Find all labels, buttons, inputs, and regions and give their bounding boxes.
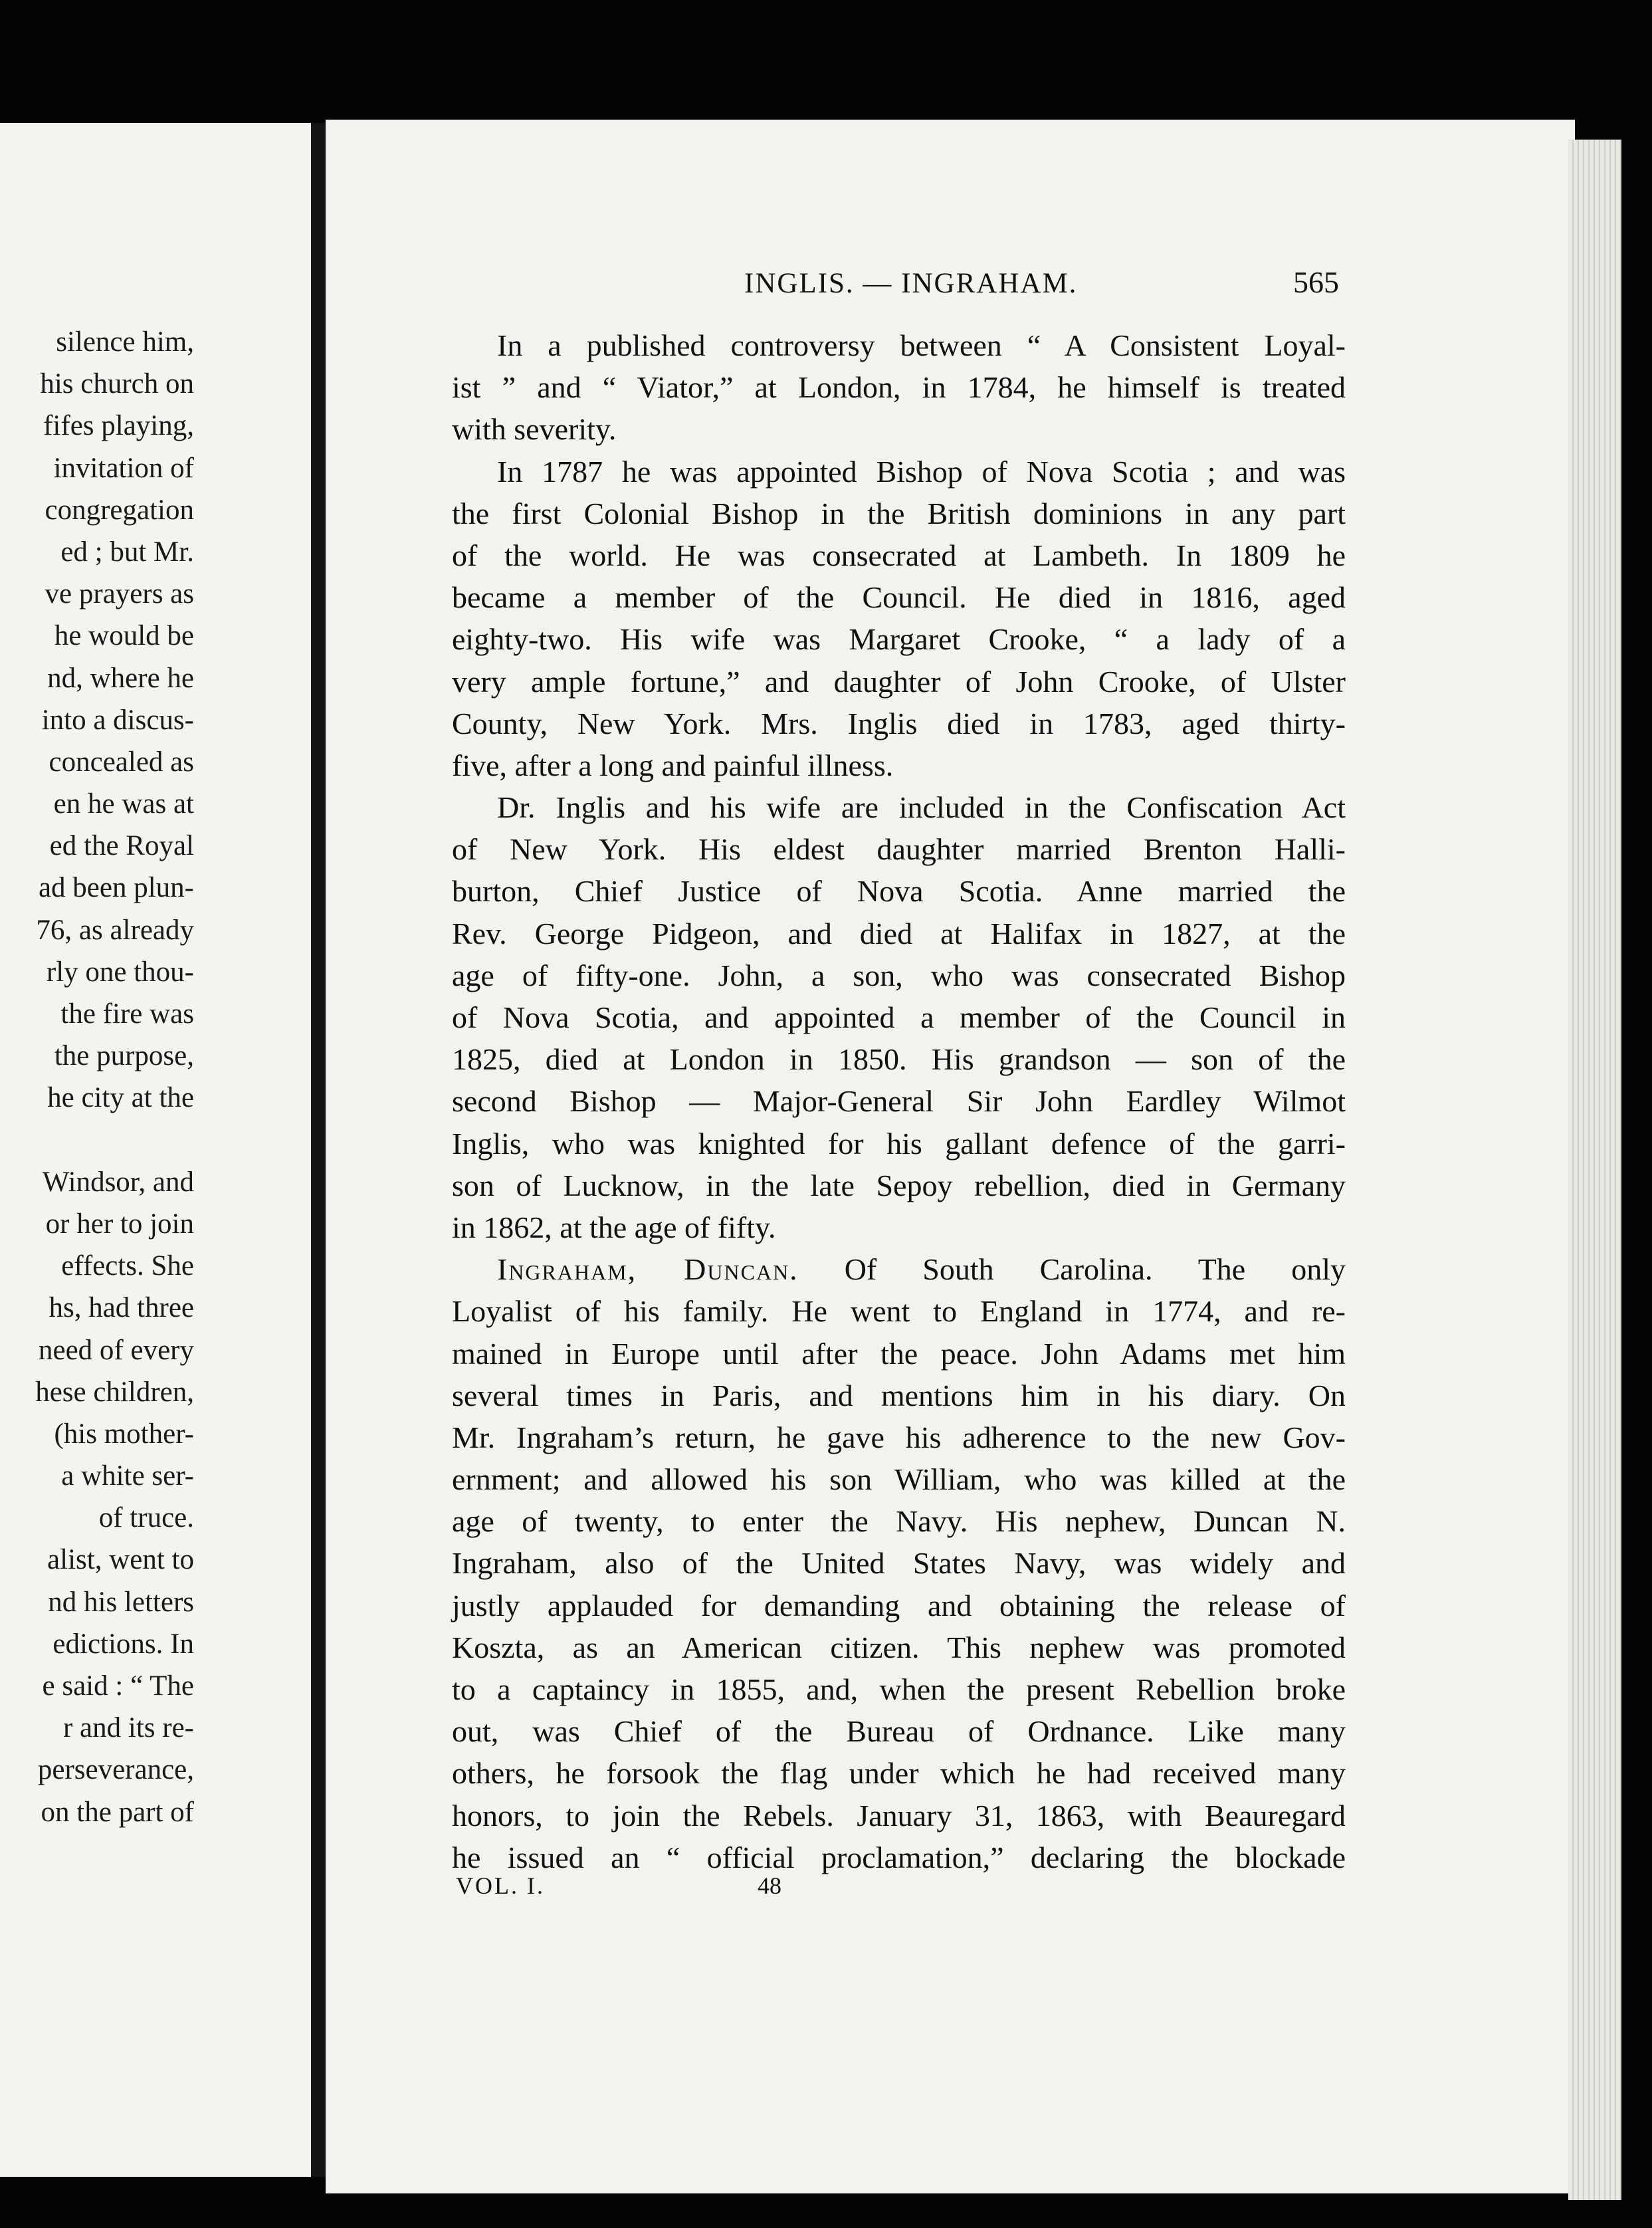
- left-line: 76, as already: [36, 914, 194, 946]
- left-line: en he was at: [53, 788, 194, 820]
- left-page-text: [0, 321, 194, 1833]
- left-line: perseverance,: [37, 1754, 194, 1786]
- text-line: Inglis, who was knighted for his gallant defence of the garri-: [452, 1126, 1346, 1161]
- left-line: the fire was: [60, 998, 194, 1030]
- text-line: age of twenty, to enter the Navy. His nephew, Duncan N.: [452, 1504, 1346, 1539]
- text-line: justly applauded for demanding and obtaining the release of: [452, 1588, 1346, 1622]
- text-line: the first Colonial Bishop in the British dominions in any part: [452, 496, 1346, 530]
- left-line: or her to join: [45, 1208, 194, 1240]
- text-line: ernment; and allowed his son William, who was killed at the: [452, 1462, 1346, 1497]
- page-edges: [1568, 140, 1621, 2200]
- text-line: burton, Chief Justice of Nova Scotia. Anne married the: [452, 874, 1346, 909]
- left-page: [0, 123, 311, 2177]
- left-line: the purpose,: [54, 1040, 194, 1072]
- text-line: In a published controversy between “ A Consistent Loyal-: [497, 328, 1346, 362]
- left-line: e said : “ The: [42, 1670, 194, 1702]
- left-line: ed ; but Mr.: [60, 536, 194, 568]
- left-line: on the part of: [41, 1796, 194, 1828]
- text-line: 1825, died at London in 1850. His grandson — son of the: [452, 1042, 1346, 1077]
- left-line: ve prayers as: [45, 578, 194, 610]
- left-line: ed the Royal: [49, 830, 194, 862]
- text-line: Loyalist of his family. He went to England in 1774, and re-: [452, 1294, 1346, 1329]
- text-line: second Bishop — Major-General Sir John Eardley Wilmot: [452, 1084, 1346, 1119]
- text-line: he issued an “ official proclamation,” declaring the blockade: [452, 1840, 1346, 1874]
- left-line: effects. She: [61, 1250, 194, 1282]
- text-line: several times in Paris, and mentions him in his diary. On: [452, 1378, 1346, 1412]
- entry-heading-rest: Of South Carolina. The only: [844, 1252, 1346, 1287]
- left-line: hs, had three: [49, 1292, 194, 1324]
- text-line: five, after a long and painful illness.: [452, 748, 894, 782]
- text-line: In 1787 he was appointed Bishop of Nova Scotia ; and was: [497, 454, 1346, 489]
- text-line: became a member of the Council. He died in 1816, aged: [452, 580, 1346, 615]
- left-line-blank: [0, 1119, 194, 1161]
- text-line: Dr. Inglis and his wife are included in the Confiscation Act: [497, 790, 1346, 825]
- text-line: in 1862, at the age of fifty.: [452, 1210, 776, 1244]
- left-line: his church on: [40, 368, 194, 400]
- left-line: Windsor, and: [42, 1166, 194, 1198]
- signature-mark: VOL. I.: [456, 1872, 545, 1899]
- left-line: fifes playing,: [43, 410, 194, 442]
- body-text: [452, 324, 1346, 1878]
- left-line: of truce.: [98, 1502, 194, 1534]
- left-line: into a discus-: [41, 704, 194, 736]
- text-line: eighty-two. His wife was Margaret Crooke, “ a lady of a: [452, 622, 1346, 657]
- left-line: ad been plun-: [38, 872, 194, 904]
- text-line: ist ” and “ Viator,” at London, in 1784, he himself is treated: [452, 370, 1346, 405]
- text-line: very ample fortune,” and daughter of John Crooke, of Ulster: [452, 664, 1346, 699]
- left-line: rly one thou-: [46, 956, 194, 988]
- text-line: with severity.: [452, 412, 617, 447]
- page-number: 565: [1293, 265, 1339, 299]
- text-line: County, New York. Mrs. Inglis died in 1783, aged thirty-: [452, 706, 1346, 740]
- left-line: hese children,: [35, 1376, 194, 1408]
- left-line: r and its re-: [62, 1712, 194, 1744]
- text-line: Mr. Ingraham’s return, he gave his adherence to the new Gov-: [452, 1420, 1346, 1454]
- text-line: honors, to join the Rebels. January 31, 1863, with Beauregard: [452, 1798, 1346, 1833]
- left-line: need of every: [39, 1334, 194, 1366]
- text-line: son of Lucknow, in the late Sepoy rebellion, died in Germany: [452, 1168, 1346, 1202]
- entry-heading-line: [452, 1248, 1346, 1290]
- text-line: of the world. He was consecrated at Lambeth. In 1809 he: [452, 538, 1346, 572]
- text-line: Koszta, as an American citizen. This nephew was promoted: [452, 1630, 1346, 1664]
- left-line: nd, where he: [47, 662, 194, 694]
- text-line: Ingraham, also of the United States Navy, was widely and: [452, 1546, 1346, 1581]
- left-line: concealed as: [49, 746, 194, 778]
- left-line: he would be: [54, 620, 194, 652]
- entry-heading: Ingraham, Duncan.: [497, 1252, 799, 1287]
- left-line: edictions. In: [52, 1628, 194, 1660]
- running-head: INGLIS. — INGRAHAM.: [744, 268, 1078, 299]
- left-line: alist, went to: [47, 1544, 194, 1576]
- left-line: he city at the: [47, 1082, 194, 1114]
- text-line: others, he forsook the flag under which he had received many: [452, 1756, 1346, 1791]
- left-line: (his mother-: [54, 1418, 194, 1450]
- text-line: age of fifty-one. John, a son, who was consecrated Bishop: [452, 958, 1346, 992]
- left-line: invitation of: [53, 452, 194, 484]
- text-line: out, was Chief of the Bureau of Ordnance. Like many: [452, 1714, 1346, 1749]
- text-line: of Nova Scotia, and appointed a member of the Council in: [452, 1000, 1346, 1034]
- left-line: a white ser-: [61, 1460, 194, 1492]
- left-line: silence him,: [56, 326, 194, 358]
- text-line: to a captaincy in 1855, and, when the present Rebellion broke: [452, 1672, 1346, 1706]
- text-line: Rev. George Pidgeon, and died at Halifax in 1827, at the: [452, 916, 1346, 950]
- left-line: congregation: [45, 494, 194, 526]
- signature-number: 48: [758, 1872, 781, 1899]
- left-line: nd his letters: [48, 1586, 194, 1618]
- text-line: mained in Europe until after the peace. John Adams met him: [452, 1336, 1346, 1371]
- text-line: of New York. His eldest daughter married Brenton Halli-: [452, 832, 1346, 867]
